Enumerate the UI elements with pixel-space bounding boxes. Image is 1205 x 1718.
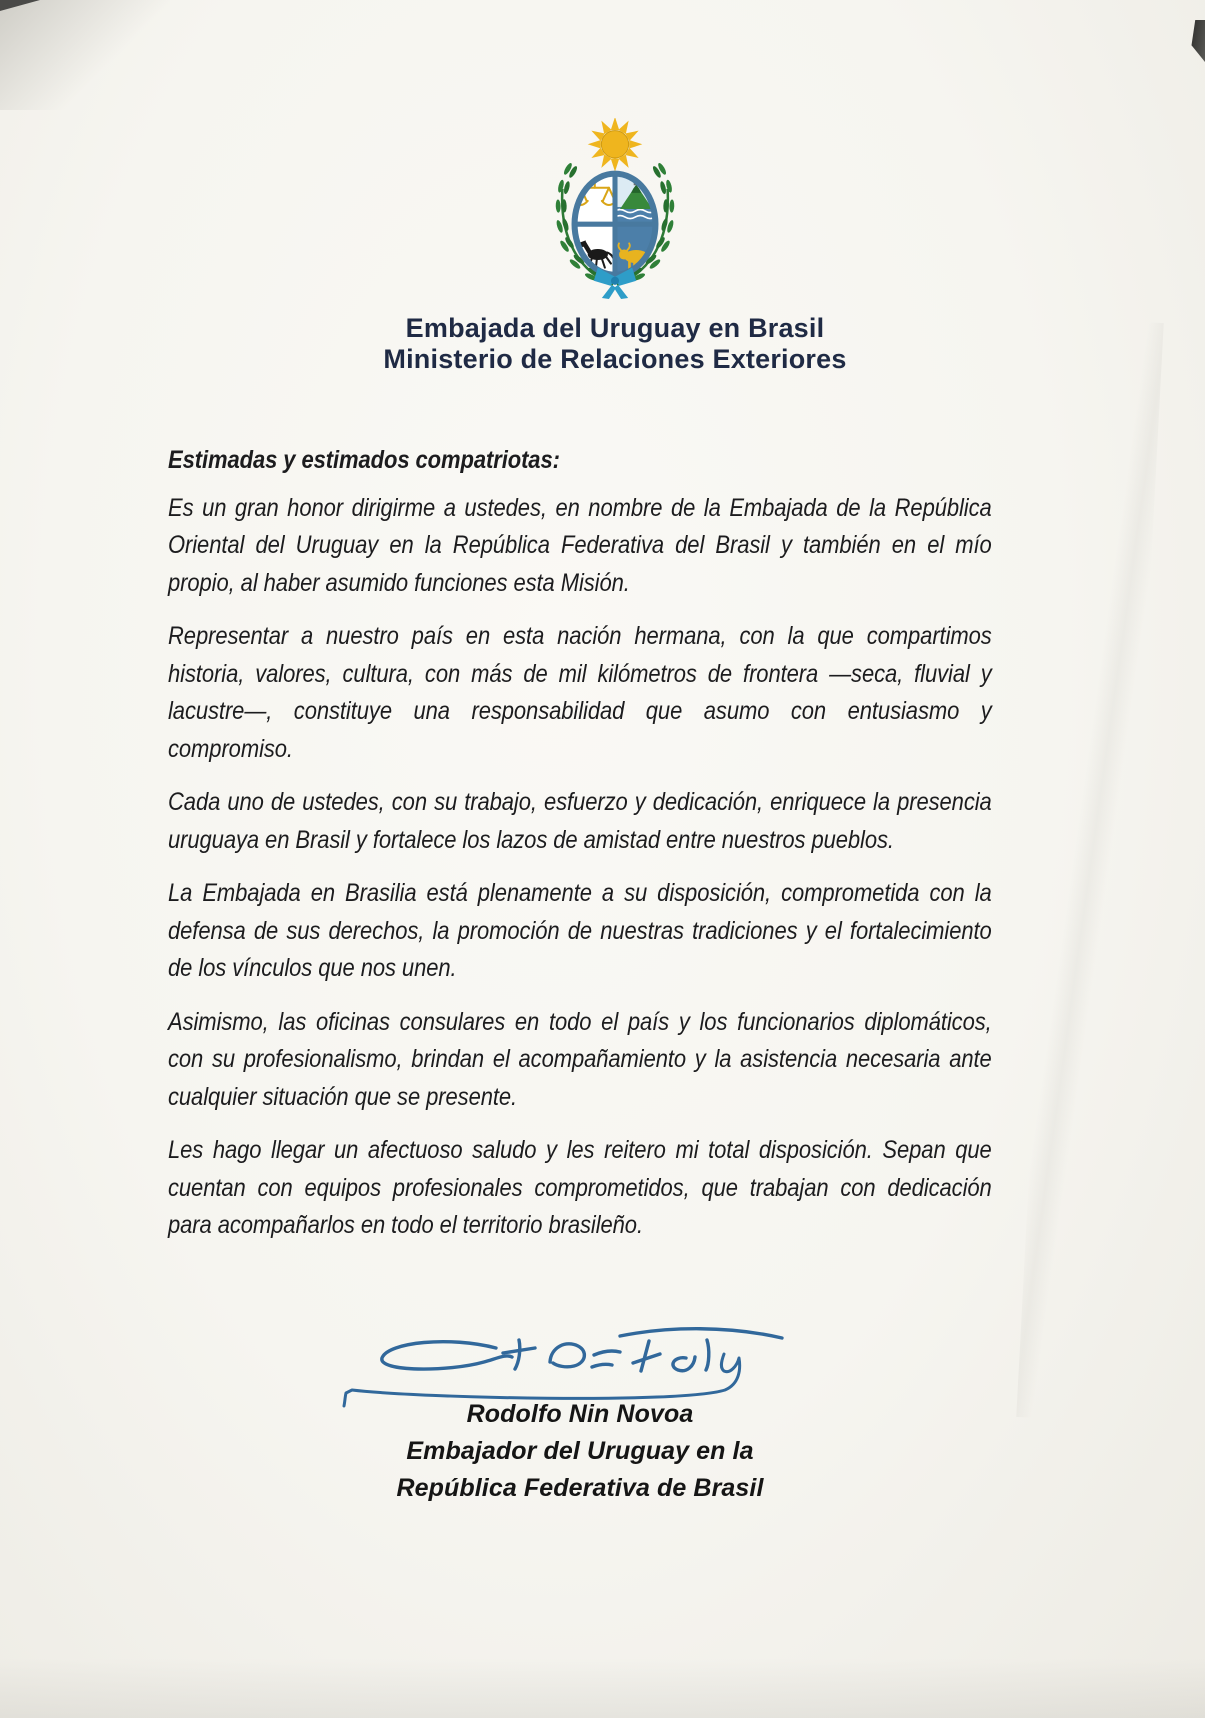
ministry-name: Ministerio de Relaciones Exteriores (383, 344, 847, 374)
paragraph-3: Cada uno de ustedes, con su trabajo, esfuerzo y dedicación, enriquece la presencia uruguaya en Brasil y fortalece los lazos de amistad entre nuestros pueblos. (168, 788, 992, 854)
scan-crease-top-left (0, 0, 170, 110)
paragraph-4: La Embajada en Brasilia está plenamente a su disposición, comprometida con la defensa de sus derechos, la promoción de nuestras tradiciones y el fortalecimiento de los vínculos que nos unen. (168, 879, 992, 982)
embassy-name: Embajada del Uruguay en Brasil (405, 313, 825, 343)
signer-name: Rodolfo Nin Novoa (466, 1400, 694, 1428)
scan-edge-mark-top-right (1190, 20, 1205, 62)
paragraph-2: Representar a nuestro país en esta nación hermana, con la que compartimos historia, valores, cultura, con más de mil kilómetros de frontera —seca, fluvial y lacustre—, constituye una responsabilidad que asumo con entusiasmo y compromiso. (168, 622, 992, 763)
salutation: Estimadas y estimados compatriotas: (168, 446, 560, 474)
signer-title-line1: Embajador del Uruguay en la (406, 1437, 754, 1465)
scan-crease-right (1016, 318, 1163, 1421)
paragraph-6: Les hago llegar un afectuoso saludo y les reitero mi total disposición. Sepan que cuentan con equipos profesionales comprometidos, que trabajan con dedicación para acompañarlos en todo el territorio brasileño. (168, 1136, 992, 1239)
uruguay-coat-of-arms-icon (529, 118, 701, 300)
scan-shadow-bottom (0, 1658, 1205, 1718)
paragraph-1: Es un gran honor dirigirme a ustedes, en nombre de la Embajada de la República Oriental del Uruguay en la República Federativa del Brasil y también en el mío propio, al haber asumido funciones esta Misión. (168, 493, 992, 597)
letterhead (205, 118, 1025, 375)
signer-title-line2: República Federativa de Brasil (396, 1474, 764, 1502)
letter-body (168, 442, 992, 1261)
signoff-block (168, 1396, 992, 1507)
paragraph-5: Asimismo, las oficinas consulares en todo el país y los funcionarios diplomáticos, con su profesionalismo, brindan el acompañamiento y la asistencia necesaria ante cualquier situación que se presente. (168, 1007, 992, 1111)
scan-corner-mark-top-left (0, 0, 40, 11)
